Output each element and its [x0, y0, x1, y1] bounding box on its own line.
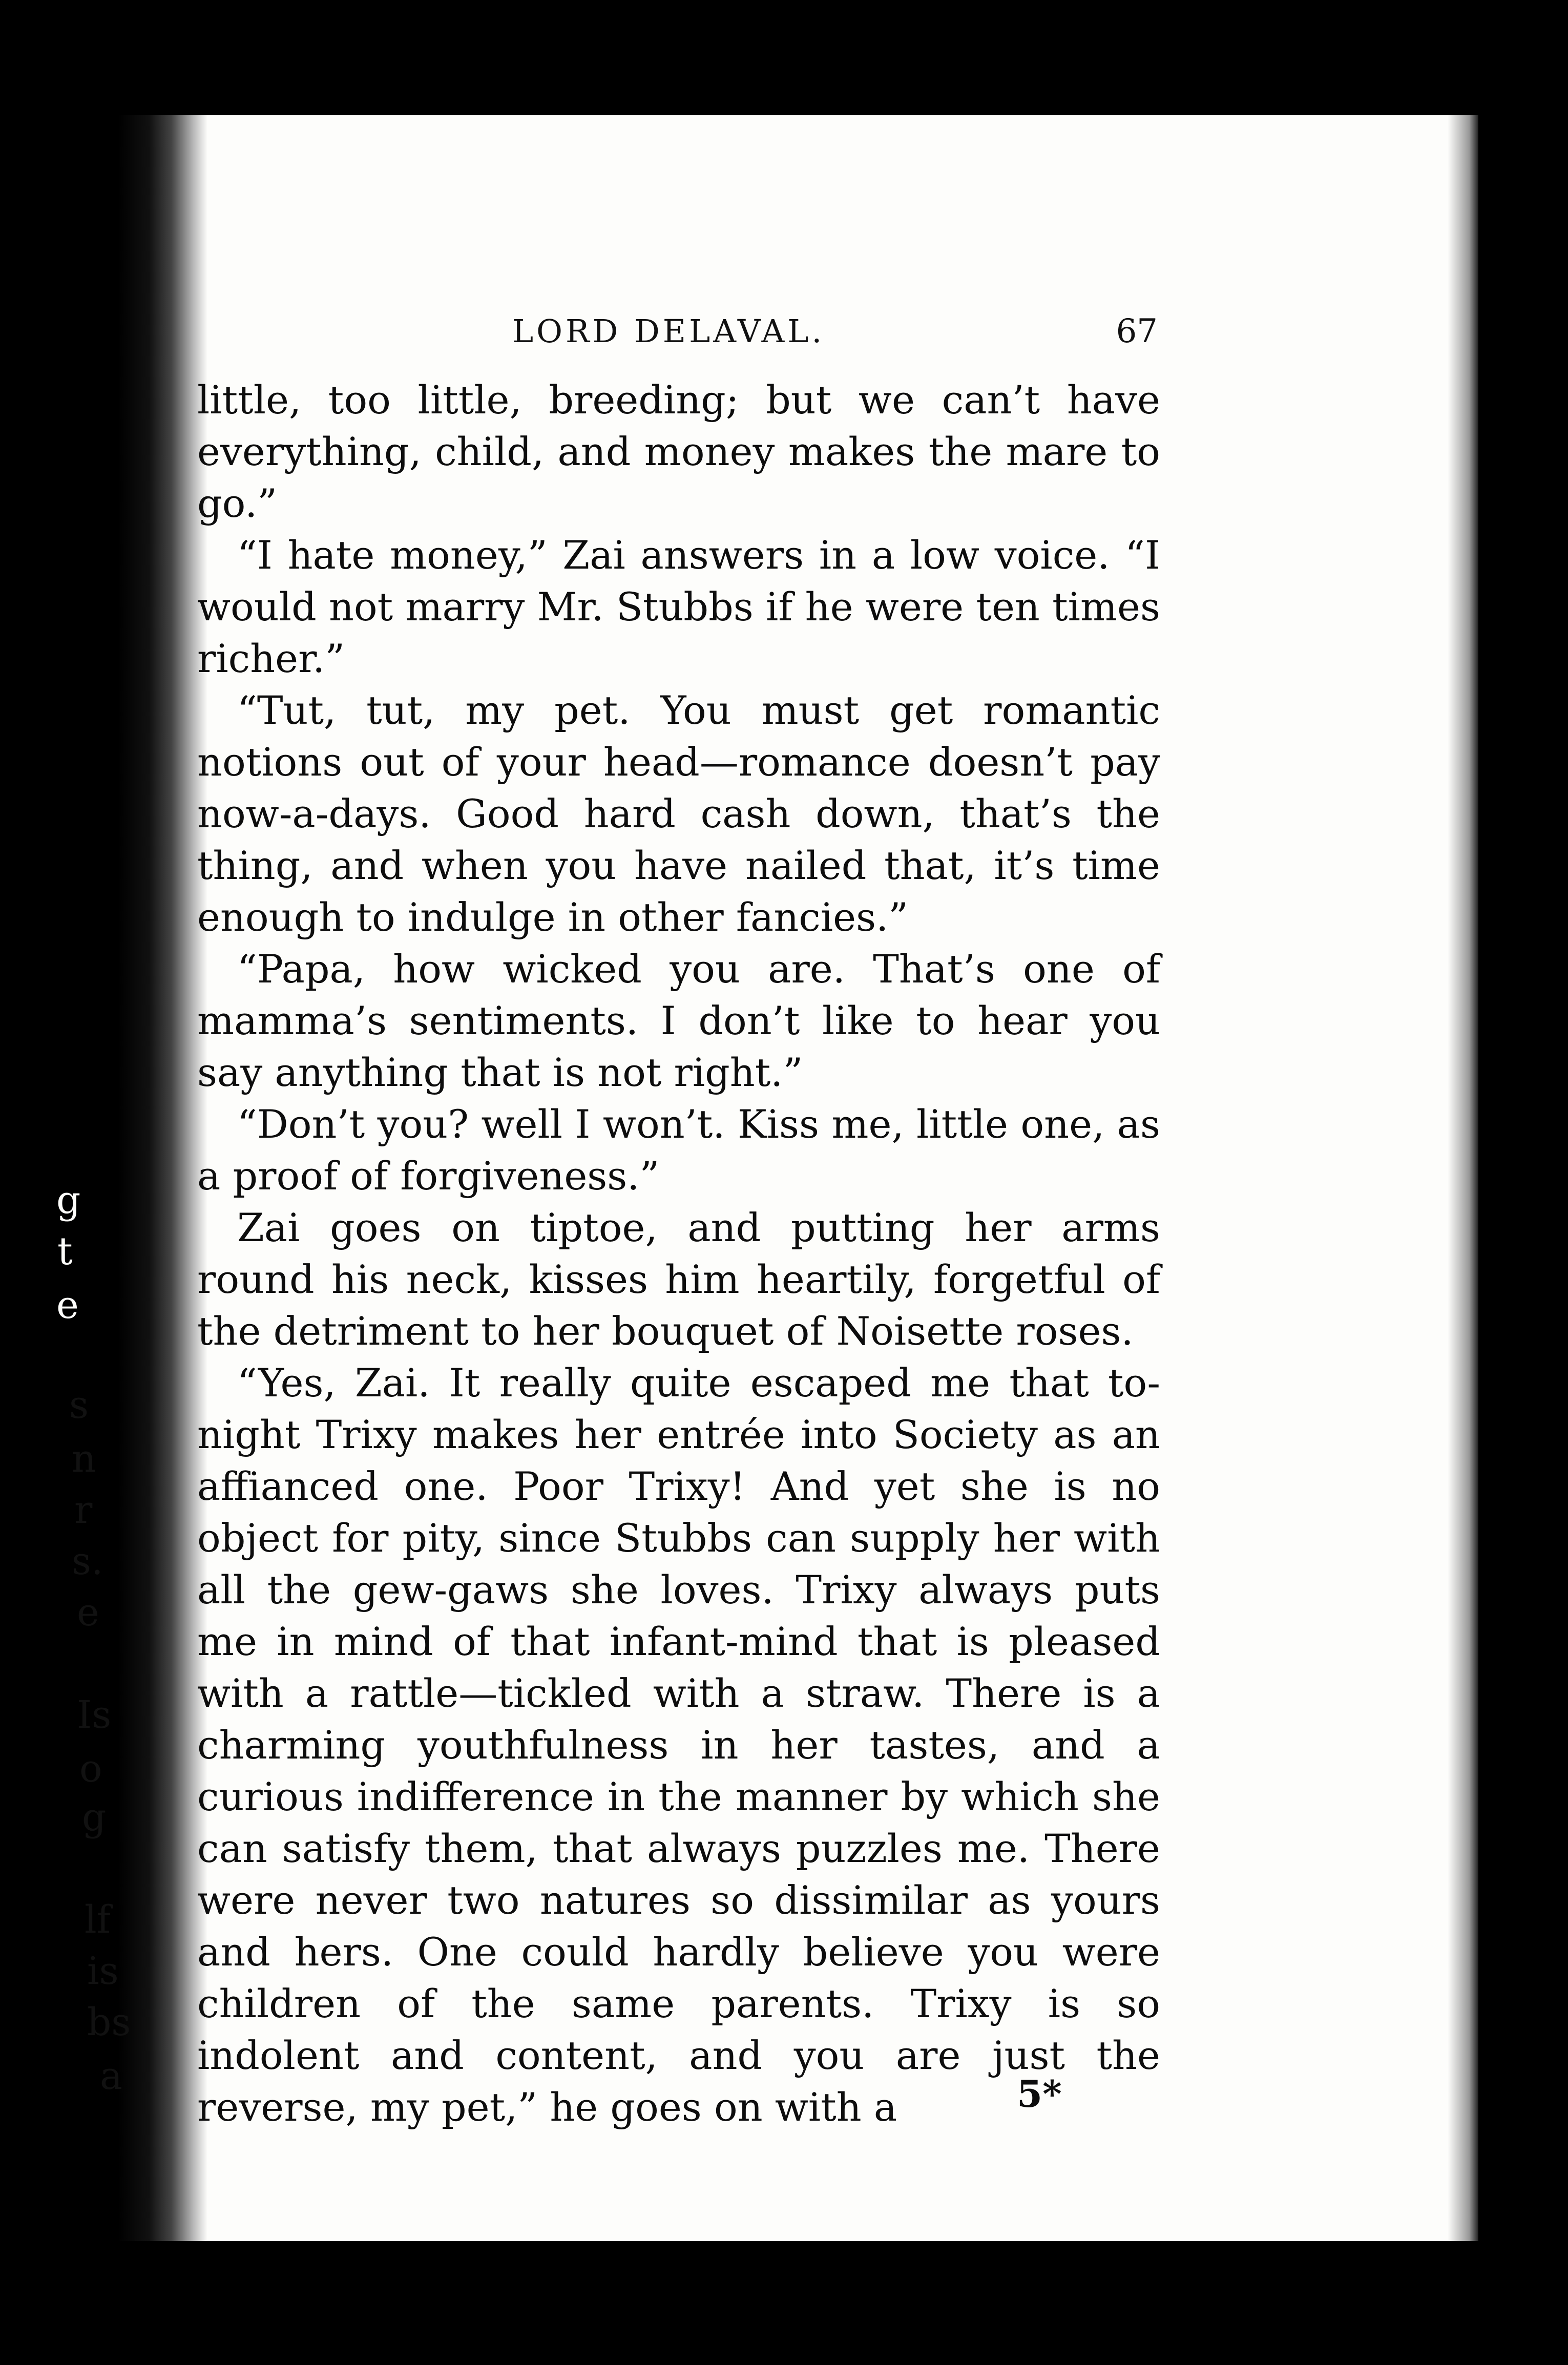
paragraph: “Papa, how wicked you are. That’s one of mamma’s sentiments. I don’t like to hear you say anything that is not right.” — [197, 946, 1160, 1095]
facing-page-bleed — [0, 0, 205, 2365]
paragraph: “Don’t you? well I won’t. Kiss me, little one, as a proof of forgiveness.” — [197, 1101, 1160, 1199]
bleed-letter: o — [79, 1747, 102, 1791]
paragraph: “Tut, tut, my pet. You must get romantic notions out of your head—romance doesn’t pay now-a-days. Good hard cash down, that’s the thing, and when you have nailed that, it’s time enough to indulge in other fancies.” — [197, 687, 1160, 940]
bleed-letter: g — [56, 1178, 81, 1222]
bleed-letter: g — [82, 1795, 107, 1839]
paragraph: Zai goes on tiptoe, and putting her arms round his neck, kisses him heartily, forgetful of the detriment to her bouquet of Noisette roses. — [197, 1205, 1160, 1354]
bleed-letter: bs — [87, 2000, 131, 2044]
bleed-letter: s. — [72, 1539, 103, 1583]
bleed-letter: Is — [77, 1693, 112, 1737]
page-edge-shadow — [1448, 115, 1478, 2241]
body-text — [197, 374, 1160, 2133]
bleed-letter: e — [56, 1283, 79, 1327]
bleed-letter: is — [87, 1949, 119, 1993]
page-number: 67 — [1116, 312, 1158, 350]
bleed-letter: n — [72, 1437, 96, 1481]
bleed-letter: t — [57, 1229, 73, 1273]
running-title: LORD DELAVAL. — [512, 312, 825, 350]
bleed-letter: lf — [85, 1898, 111, 1942]
signature-mark: 5* — [1017, 2072, 1062, 2116]
bleed-letter: s — [69, 1383, 89, 1427]
bleed-letter: r — [74, 1488, 93, 1532]
bleed-letter: a — [100, 2054, 123, 2098]
bleed-letter: e — [77, 1590, 99, 1635]
paragraph: “I hate money,” Zai answers in a low voice. “I would not marry Mr. Stubbs if he were ten times richer.” — [197, 532, 1160, 681]
paragraph: “Yes, Zai. It really quite escaped me that tonight Trixy makes her entrée into Society as an affianced one. Poor Trixy! And yet she is no object for pity, since Stubbs can supply her with all the gew-gaws she loves. Trixy always puts me in mind of that infant-mind that is pleased with a rattle—tickled with a straw. There is a charming youthfulness in her tastes, and a curious indifference in the manner by which she can satisfy them, that always puzzles me. There were never two natures so dissimilar as yours and hers. One could hardly believe you were children of the same parents. Trixy is so indolent and content, and you are just the reverse, my pet,” he goes on with a — [197, 1360, 1160, 2130]
paragraph: little, too little, breeding; but we can’t have everything, child, and money makes the mare to go.” — [197, 377, 1160, 526]
